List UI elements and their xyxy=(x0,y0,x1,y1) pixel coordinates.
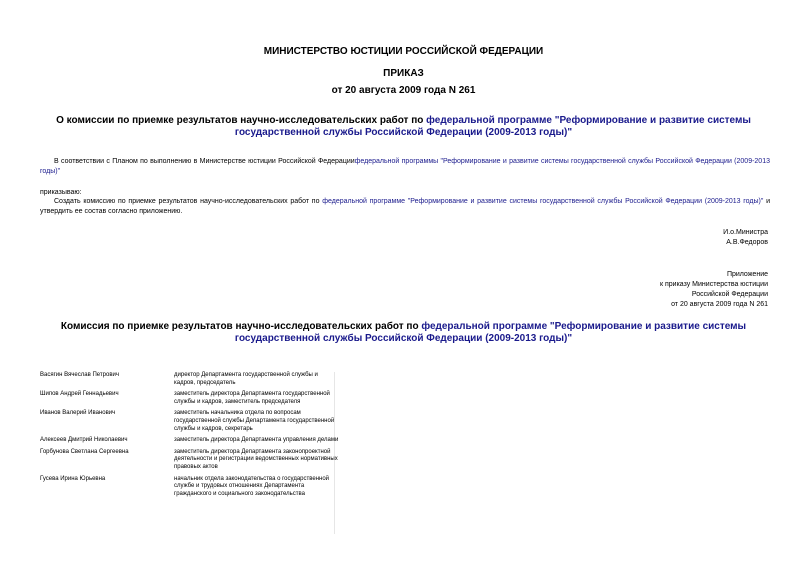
order-paragraph xyxy=(40,197,770,216)
members-table xyxy=(40,372,340,502)
document-type: ПРИКАЗ xyxy=(383,68,424,79)
appendix-header xyxy=(660,270,768,310)
title-text: О комиссии по приемке результатов научно-исследовательских работ по xyxy=(56,115,427,126)
appendix-line: от 20 августа 2009 года N 261 xyxy=(671,301,768,308)
member-name: Иванов Валерий Иванович xyxy=(40,410,116,417)
member-name: Горбунова Светлана Сергеевна xyxy=(40,448,129,455)
member-role: директор Департамента государственной службы и кадров, председатель xyxy=(174,372,318,386)
appendix-line: к приказу Министерства юстиции xyxy=(659,281,768,288)
appendix-line: Российской Федерации xyxy=(691,291,768,298)
signature-name: А.В.Федоров xyxy=(726,239,768,246)
table-row xyxy=(40,391,340,410)
member-name: Шипов Андрей Геннадьевич xyxy=(40,391,119,398)
commission-title xyxy=(30,321,777,345)
table-row xyxy=(40,437,340,449)
program-link[interactable]: федеральной программе "Реформирование и развитие системы государственной службы Российской Федерации (2009-2013 годы)" xyxy=(234,115,751,138)
order-text-end: и утвердить ее состав согласно приложению. xyxy=(40,198,771,215)
member-role: начальник отдела законодательства о государственной службе и трудовых отношениях Департамента гражданского и социального законодательства xyxy=(174,475,330,497)
program-link[interactable]: федеральной программы "Реформирование и развитие системы государственной службы Российской Федерации (2009-2013 годы)" xyxy=(40,158,770,175)
member-role: заместитель директора Департамента государственной службы и кадров, заместитель председателя xyxy=(174,391,330,405)
member-name: Гусева Ирина Юрьевна xyxy=(40,475,106,482)
member-name: Васягин Вячеслав Петрович xyxy=(40,372,119,378)
document-title xyxy=(40,115,767,139)
order-text: Создать комиссию по приемке результатов научно-исследовательских работ по xyxy=(54,198,323,205)
appendix-line: Приложение xyxy=(726,271,768,278)
commission-title-text: Комиссия по приемке результатов научно-исследовательских работ по xyxy=(60,321,422,332)
signature-position: И.о.Министра xyxy=(723,229,768,236)
table-row xyxy=(40,372,340,391)
order-word: приказываю: xyxy=(40,189,82,196)
member-name: Алексеев Дмитрий Николаевич xyxy=(40,437,128,444)
table-row xyxy=(40,449,340,476)
ministry-name: МИНИСТЕРСТВО ЮСТИЦИИ РОССИЙСКОЙ ФЕДЕРАЦИИ xyxy=(263,46,544,57)
program-link[interactable]: федеральной программе "Реформирование и развитие системы государственной службы Российской Федерации (2009-2013 годы)" xyxy=(234,321,747,344)
preamble-text: В соответствии с Планом по выполнению в Министерстве юстиции Российской Федерации xyxy=(54,158,355,165)
program-link[interactable]: федеральной программе "Реформирование и развитие системы государственной службы Российской Федерации (2009-2013 годы)" xyxy=(322,198,764,205)
member-role: заместитель директора Департамента законопроектной деятельности и регистрации ведомственных нормативных правовых актов xyxy=(174,448,338,470)
signature-block xyxy=(723,228,768,248)
member-role: заместитель директора Департамента управления делами xyxy=(174,437,339,444)
table-row xyxy=(40,476,340,503)
table-row xyxy=(40,410,340,437)
preamble-paragraph xyxy=(40,157,770,176)
document-date: от 20 августа 2009 года N 261 xyxy=(331,85,476,96)
member-role: заместитель начальника отдела по вопросам государственной службы Департамента государственной службы и кадров, секретарь xyxy=(174,410,335,432)
